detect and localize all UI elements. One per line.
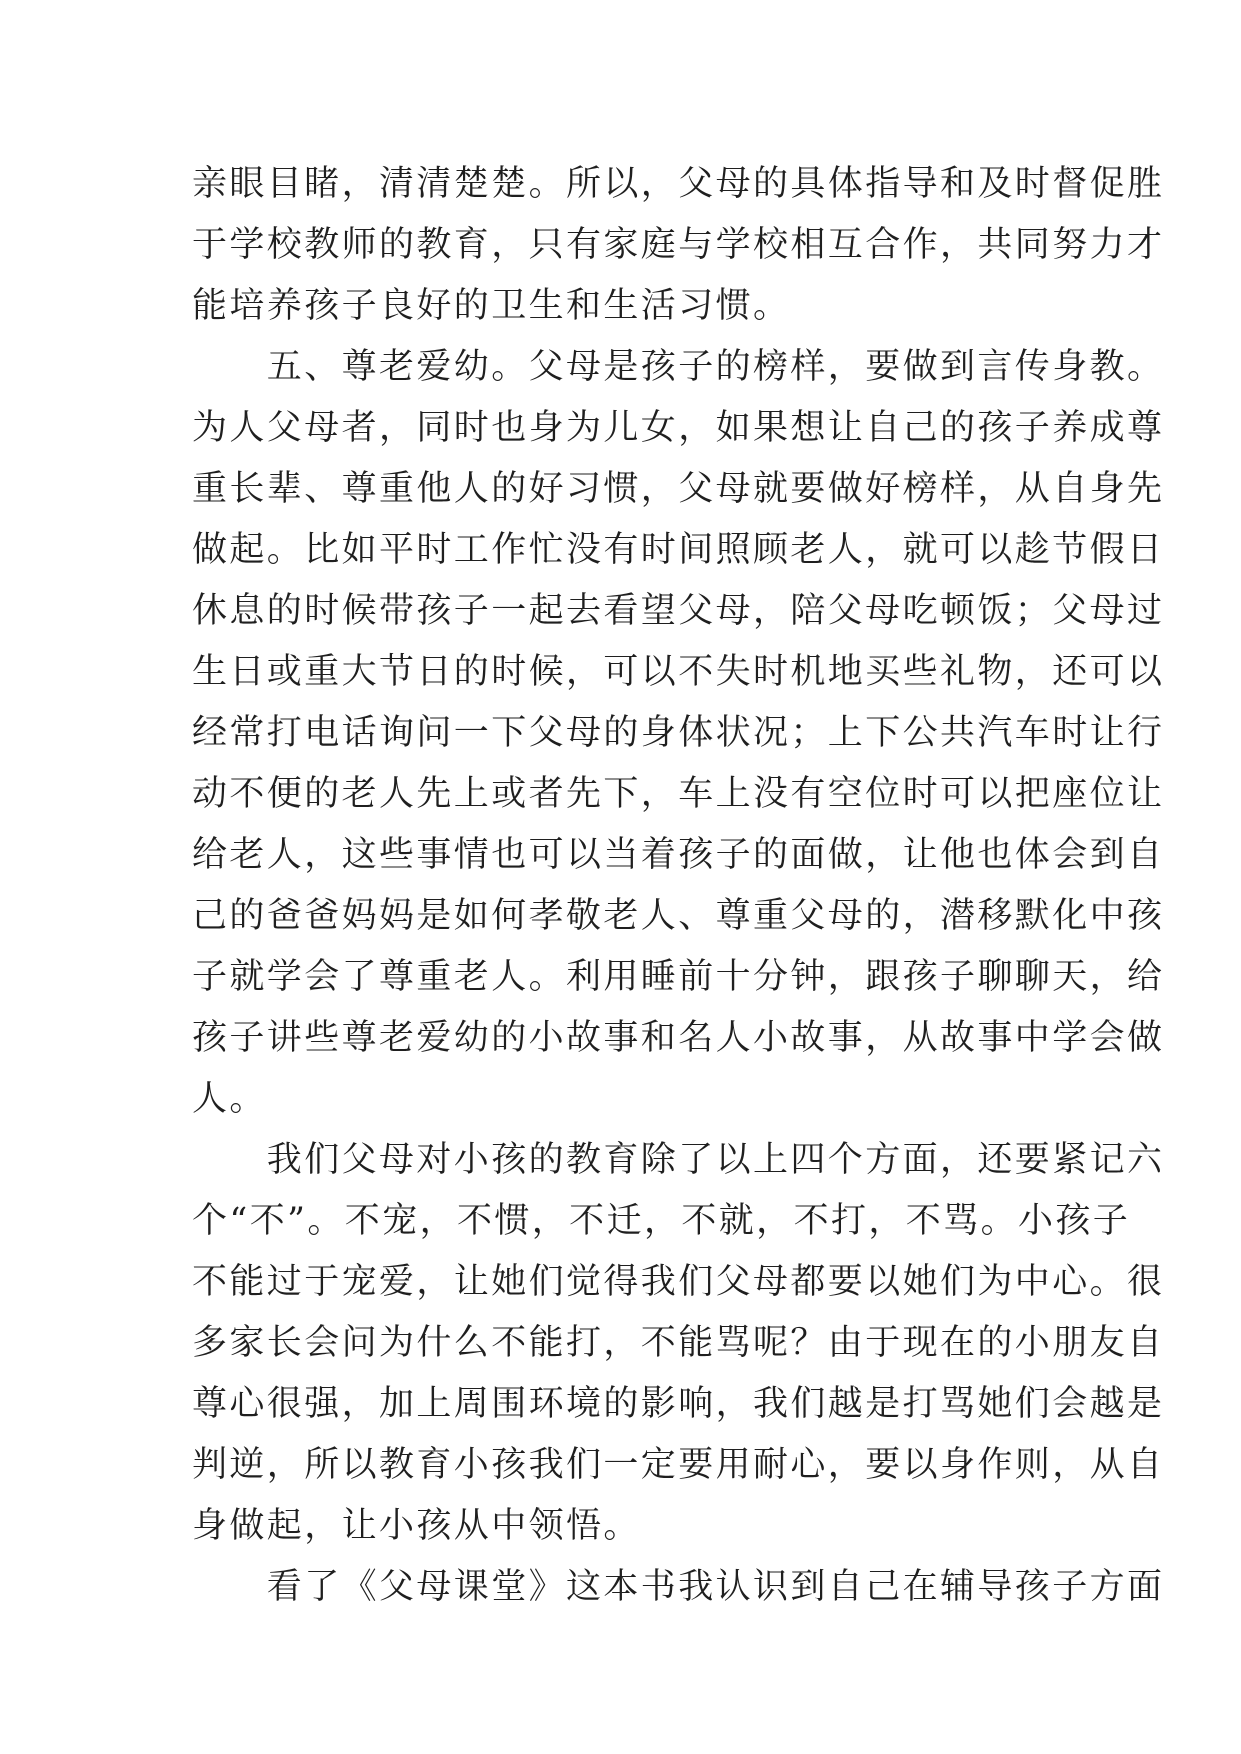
body-text: [192, 154, 1165, 1618]
text-line: 重长辈、尊重他人的好习惯，父母就要做好榜样，从自身先: [192, 469, 1165, 509]
text-line: 看了《父母课堂》这本书我认识到自己在辅导孩子方面: [192, 1567, 1165, 1607]
text-line: 生日或重大节日的时候，可以不失时机地买些礼物，还可以: [192, 652, 1165, 692]
text-line: 做起。比如平时工作忙没有时间照顾老人，就可以趁节假日: [192, 530, 1165, 570]
text-line: 子就学会了尊重老人。利用睡前十分钟，跟孩子聊聊天，给: [192, 957, 1165, 997]
text-line: 不能过于宠爱，让她们觉得我们父母都要以她们为中心。很: [192, 1262, 1165, 1302]
text-line: 于学校教师的教育，只有家庭与学校相互合作，共同努力才: [192, 225, 1165, 265]
text-line: 孩子讲些尊老爱幼的小故事和名人小故事，从故事中学会做: [192, 1018, 1165, 1058]
text-line: 人。: [192, 1079, 267, 1119]
text-line: 个“不”。不宠，不惯，不迁，不就，不打，不骂。小孩子: [192, 1201, 1131, 1241]
text-line: 我们父母对小孩的教育除了以上四个方面，还要紧记六: [192, 1140, 1165, 1180]
text-line: 多家长会问为什么不能打，不能骂呢？由于现在的小朋友自: [192, 1323, 1165, 1363]
text-line: 经常打电话询问一下父母的身体状况；上下公共汽车时让行: [192, 713, 1165, 753]
text-line: 为人父母者，同时也身为儿女，如果想让自己的孩子养成尊: [192, 408, 1165, 448]
text-line: 给老人，这些事情也可以当着孩子的面做，让他也体会到自: [192, 835, 1165, 875]
text-line: 尊心很强，加上周围环境的影响，我们越是打骂她们会越是: [192, 1384, 1165, 1424]
text-line: 判逆，所以教育小孩我们一定要用耐心，要以身作则，从自: [192, 1445, 1165, 1485]
text-line: 五、尊老爱幼。父母是孩子的榜样，要做到言传身教。: [192, 347, 1165, 387]
text-line: 休息的时候带孩子一起去看望父母，陪父母吃顿饭；父母过: [192, 591, 1165, 631]
text-line: 身做起，让小孩从中领悟。: [192, 1506, 641, 1546]
text-line: 己的爸爸妈妈是如何孝敬老人、尊重父母的，潜移默化中孩: [192, 896, 1165, 936]
text-line: 动不便的老人先上或者先下，车上没有空位时可以把座位让: [192, 774, 1165, 814]
text-line: 能培养孩子良好的卫生和生活习惯。: [192, 286, 791, 326]
text-line: 亲眼目睹，清清楚楚。所以，父母的具体指导和及时督促胜: [192, 164, 1165, 204]
